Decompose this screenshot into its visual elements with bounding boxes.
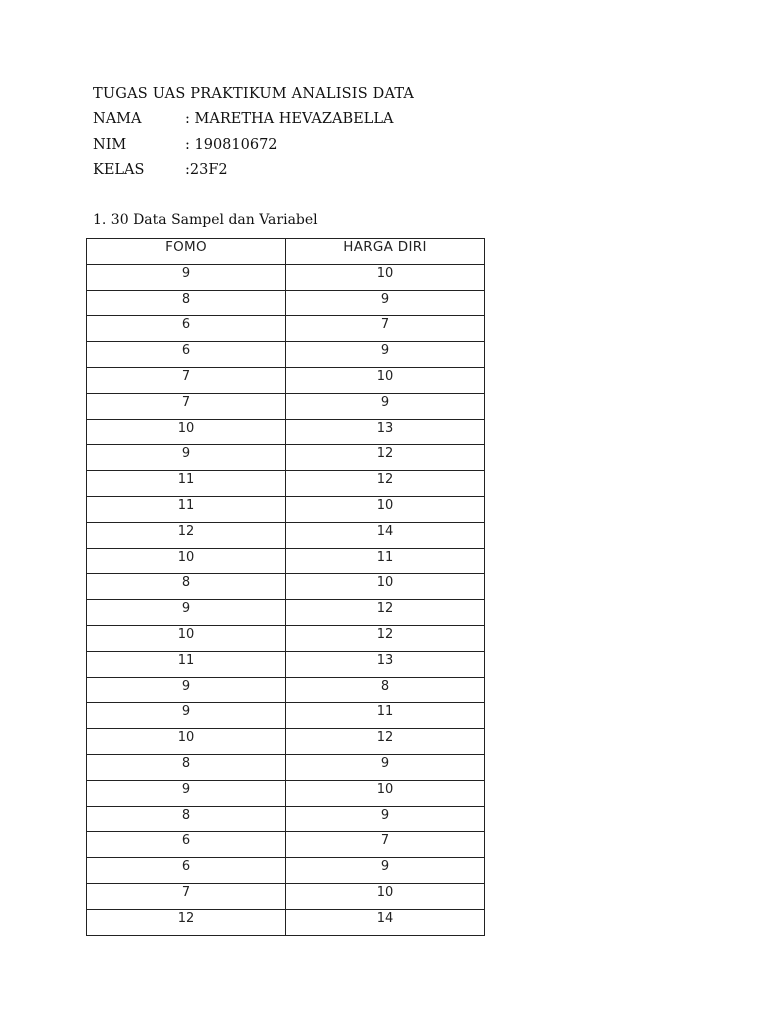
- cell-fomo: 6: [87, 832, 286, 858]
- cell-fomo: 9: [87, 445, 286, 471]
- cell-harga-diri: 14: [286, 522, 485, 548]
- info-value-nim: : 190810672: [185, 137, 278, 153]
- cell-harga-diri: 13: [286, 651, 485, 677]
- cell-fomo: 9: [87, 600, 286, 626]
- table-header-row: [87, 239, 485, 265]
- table-row: [87, 574, 485, 600]
- cell-fomo: 11: [87, 496, 286, 522]
- table-row: [87, 754, 485, 780]
- cell-harga-diri: 9: [286, 858, 485, 884]
- cell-harga-diri: 10: [286, 264, 485, 290]
- cell-fomo: 9: [87, 264, 286, 290]
- cell-fomo: 9: [87, 780, 286, 806]
- section-heading: 1. 30 Data Sampel dan Variabel: [93, 212, 318, 228]
- table-row: [87, 677, 485, 703]
- cell-fomo: 6: [87, 342, 286, 368]
- cell-harga-diri: 9: [286, 290, 485, 316]
- table-row: [87, 342, 485, 368]
- cell-harga-diri: 7: [286, 316, 485, 342]
- cell-harga-diri: 12: [286, 625, 485, 651]
- table-row: [87, 651, 485, 677]
- table-row: [87, 522, 485, 548]
- cell-fomo: 6: [87, 316, 286, 342]
- table-row: [87, 548, 485, 574]
- cell-harga-diri: 7: [286, 832, 485, 858]
- cell-fomo: 6: [87, 858, 286, 884]
- table-row: [87, 883, 485, 909]
- table-row: [87, 496, 485, 522]
- info-value-nama: : MARETHA HEVAZABELLA: [185, 111, 394, 127]
- cell-fomo: 8: [87, 754, 286, 780]
- cell-fomo: 11: [87, 471, 286, 497]
- cell-harga-diri: 8: [286, 677, 485, 703]
- cell-fomo: 11: [87, 651, 286, 677]
- cell-harga-diri: 9: [286, 754, 485, 780]
- table-row: [87, 858, 485, 884]
- info-value-kelas: :23F2: [185, 162, 228, 178]
- cell-harga-diri: 10: [286, 883, 485, 909]
- cell-fomo: 10: [87, 548, 286, 574]
- cell-fomo: 10: [87, 729, 286, 755]
- table-row: [87, 909, 485, 935]
- cell-harga-diri: 12: [286, 729, 485, 755]
- cell-harga-diri: 12: [286, 600, 485, 626]
- cell-harga-diri: 11: [286, 548, 485, 574]
- cell-fomo: 9: [87, 677, 286, 703]
- table-row: [87, 316, 485, 342]
- table-row: [87, 806, 485, 832]
- cell-harga-diri: 9: [286, 393, 485, 419]
- table-row: [87, 264, 485, 290]
- cell-fomo: 8: [87, 290, 286, 316]
- table-row: [87, 290, 485, 316]
- cell-harga-diri: 10: [286, 367, 485, 393]
- column-header-fomo: FOMO: [87, 239, 286, 265]
- cell-harga-diri: 10: [286, 496, 485, 522]
- table-row: [87, 393, 485, 419]
- cell-harga-diri: 12: [286, 471, 485, 497]
- table-row: [87, 780, 485, 806]
- info-label-nama: NAMA: [93, 111, 142, 127]
- cell-fomo: 7: [87, 393, 286, 419]
- table-row: [87, 600, 485, 626]
- cell-fomo: 10: [87, 625, 286, 651]
- cell-harga-diri: 9: [286, 342, 485, 368]
- table-row: [87, 367, 485, 393]
- table-row: [87, 832, 485, 858]
- table-row: [87, 445, 485, 471]
- table-body: [87, 264, 485, 935]
- cell-fomo: 12: [87, 909, 286, 935]
- cell-fomo: 7: [87, 367, 286, 393]
- cell-harga-diri: 10: [286, 780, 485, 806]
- cell-harga-diri: 11: [286, 703, 485, 729]
- table-row: [87, 471, 485, 497]
- cell-harga-diri: 12: [286, 445, 485, 471]
- data-table: [86, 238, 485, 936]
- cell-fomo: 7: [87, 883, 286, 909]
- cell-fomo: 10: [87, 419, 286, 445]
- info-label-nim: NIM: [93, 137, 127, 153]
- table-row: [87, 625, 485, 651]
- table-row: [87, 419, 485, 445]
- table-row: [87, 729, 485, 755]
- cell-harga-diri: 9: [286, 806, 485, 832]
- cell-fomo: 12: [87, 522, 286, 548]
- info-label-kelas: KELAS: [93, 162, 145, 178]
- cell-fomo: 9: [87, 703, 286, 729]
- table-row: [87, 703, 485, 729]
- cell-fomo: 8: [87, 806, 286, 832]
- cell-harga-diri: 13: [286, 419, 485, 445]
- cell-harga-diri: 14: [286, 909, 485, 935]
- cell-fomo: 8: [87, 574, 286, 600]
- cell-harga-diri: 10: [286, 574, 485, 600]
- document-title: TUGAS UAS PRAKTIKUM ANALISIS DATA: [93, 86, 415, 102]
- column-header-harga-diri: HARGA DIRI: [286, 239, 485, 265]
